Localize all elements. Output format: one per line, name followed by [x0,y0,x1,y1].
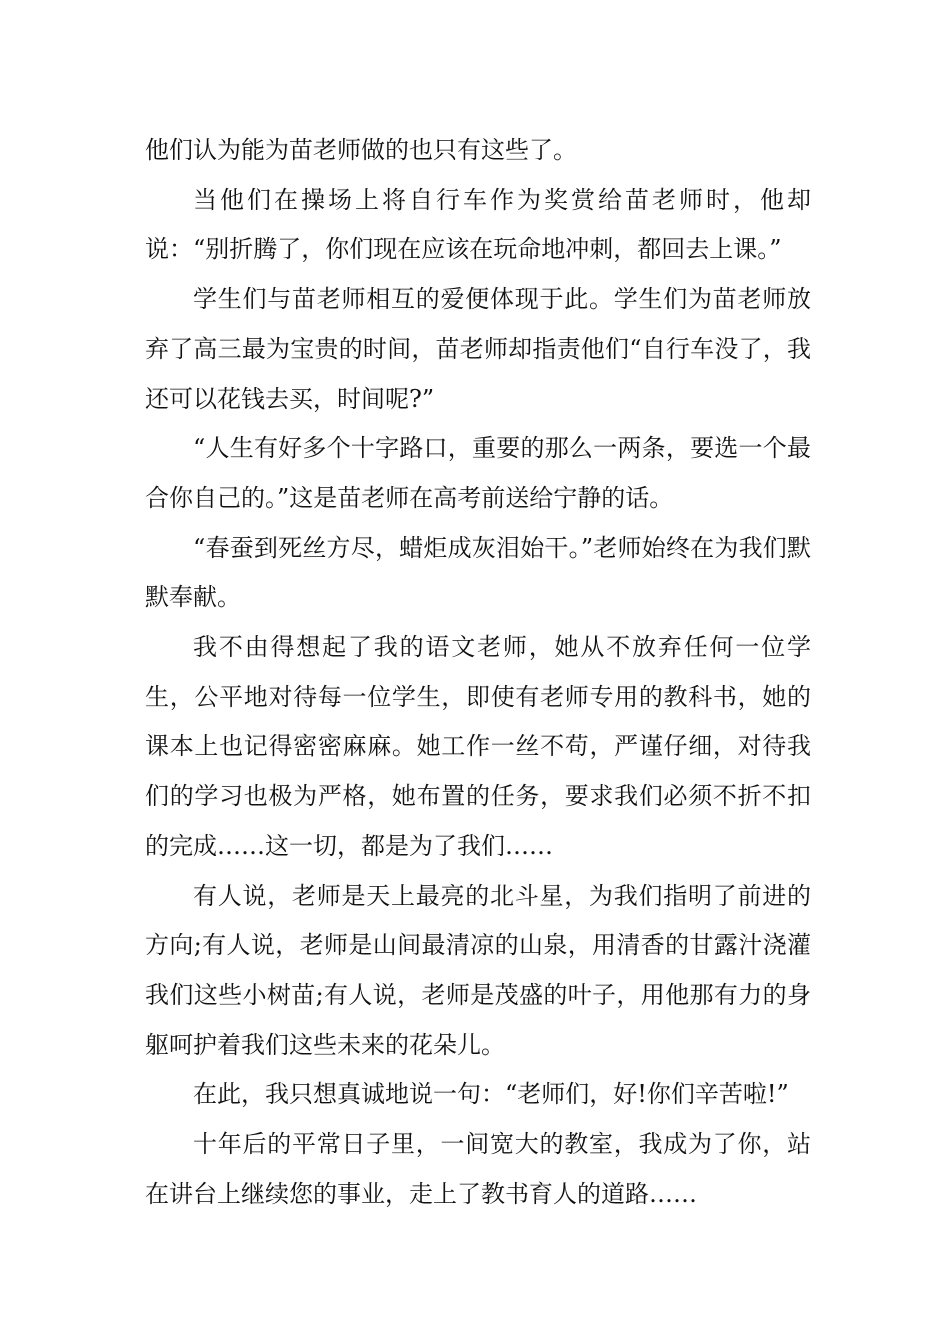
paragraph-7: 有人说，老师是天上最亮的北斗星，为我们指明了前进的方向;有人说，老师是山间最清凉的山泉，用清香的甘露汁浇灌我们这些小树苗;有人说，老师是茂盛的叶子，用他那有力的身躯呵护着我们这些未来的花朵儿。 [145,881,811,1059]
paragraph-8: 在此，我只想真诚地说一句：“老师们，好!你们辛苦啦!” [193,1080,789,1109]
document-body [145,126,811,1219]
paragraph-6: 我不由得想起了我的语文老师，她从不放弃任何一位学生，公平地对待每一位学生，即使有老师专用的教科书，她的课本上也记得密密麻麻。她工作一丝不苟，严谨仔细，对待我们的学习也极为严格，她布置的任务，要求我们必须不折不扣的完成……这一切，都是为了我们…… [145,633,811,860]
paragraph-1: 他们认为能为苗老师做的也只有这些了。 [145,136,577,164]
paragraph-5: “春蚕到死丝方尽，蜡炬成灰泪始干。”老师始终在为我们默默奉献。 [145,533,811,612]
paragraph-2: 当他们在操场上将自行车作为奖赏给苗老师时，他却说：“别折腾了，你们现在应该在玩命地冲刺，都回去上课。” [145,185,811,264]
paragraph-4: “人生有好多个十字路口，重要的那么一两条，要选一个最合你自己的。”这是苗老师在高考前送给宁静的话。 [145,434,811,512]
paragraph-3: 学生们与苗老师相互的爱便体现于此。学生们为苗老师放弃了高三最为宝贵的时间，苗老师却指责他们“自行车没了，我还可以花钱去买，时间呢?” [145,285,811,413]
paragraph-9: 十年后的平常日子里，一间宽大的教室，我成为了你，站在讲台上继续您的事业，走上了教书育人的道路…… [145,1130,811,1208]
